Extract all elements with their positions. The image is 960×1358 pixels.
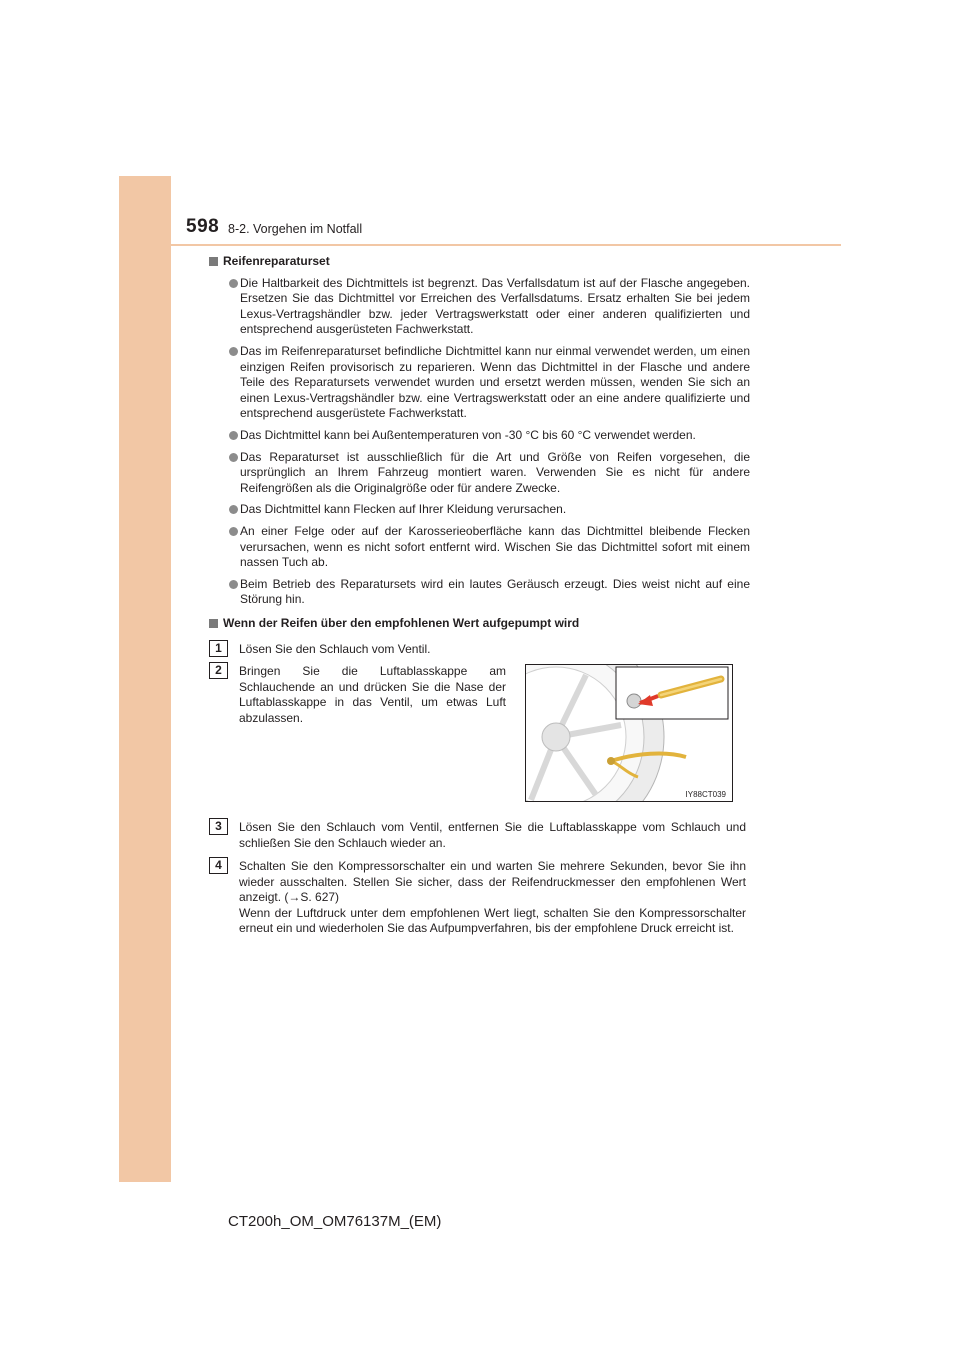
list-item-text: Das Reparaturset ist ausschließlich für die Art und Größe von Reifen vorgesehen, die ursprünglich an Ihrem Fahrzeug montiert waren. Verwenden Sie es nicht für andere Reifengrößen als die Originalgröße oder für andere Zwecke. — [240, 449, 750, 495]
section-heading-overinflated — [209, 616, 750, 632]
step-number-badge: 3 — [209, 818, 228, 835]
list-item — [229, 276, 750, 338]
tire-valve-drawing — [526, 665, 733, 802]
step-text-part: Schalten Sie den Kompressorschalter ein und warten Sie mehrere Sekunden, bevor Sie ihn wieder ausschalten. Stellen Sie sicher, dass der Reifendruckmesser den empfohlenen Wert anzeigt. (→S. 627) — [239, 859, 746, 905]
list-item — [229, 344, 750, 422]
step-number-badge: 4 — [209, 857, 228, 874]
heading-text: Reifenreparaturset — [223, 254, 330, 268]
round-bullet-icon — [229, 453, 238, 462]
section-title: 8-2. Vorgehen im Notfall — [228, 222, 363, 236]
page-number: 598 — [186, 216, 220, 237]
round-bullet-icon — [229, 505, 238, 514]
chapter-sidebar-tab — [119, 176, 171, 1182]
section-heading-repair-kit — [209, 254, 750, 270]
list-item-text: Die Haltbarkeit des Dichtmittels ist begrenzt. Das Verfallsdatum ist auf der Flasche angegeben. Ersetzen Sie das Dichtmittel vor Erreichen des Verfallsdatums. Ersatz erhalten Sie bei jedem Lexus-Vertragshändler bzw. jeder Vertragswerkstatt oder einer anderen qualifizierten und entsprechend ausgerüsteten Fachwerkstatt. — [240, 275, 750, 337]
square-bullet-icon — [209, 619, 218, 628]
document-code: CT200h_OM_OM76137M_(EM) — [228, 1213, 442, 1230]
step-text: Bringen Sie die Luftablasskappe am Schlauchende an und drücken Sie die Nase der Luftablasskappe in das Ventil, um etwas Luft abzulassen. — [239, 664, 506, 725]
round-bullet-icon — [229, 580, 238, 589]
step-number-badge: 1 — [209, 640, 228, 657]
round-bullet-icon — [229, 347, 238, 356]
step-text: Lösen Sie den Schlauch vom Ventil. — [239, 642, 431, 656]
main-content — [209, 254, 750, 637]
list-item-text: An einer Felge oder auf der Karosserieoberfläche kann das Dichtmittel bleibende Flecken verursachen, wenn es nicht sofort entfernt wird. Wischen Sie das Dichtmittel sofort mit einem nassen Tuch ab. — [240, 523, 750, 570]
list-item — [229, 502, 750, 518]
square-bullet-icon — [209, 257, 218, 266]
list-item — [229, 577, 750, 608]
list-item-text: Das im Reifenreparaturset befindliche Dichtmittel kann nur einmal verwendet werden, um einen einzigen Reifen provisorisch zu reparieren. Wenn das Dichtmittel in der Flasche und andere Teile des Reparatursets verwendet wurden und ersetzt werden müssen, wenden Sie sich an einen Lexus-Vertragshändler bzw. eine Vertragswerkstatt oder an eine andere qualifizierte und entsprechend ausgerüstete Fachwerkstatt. — [240, 343, 750, 421]
step-number-badge: 2 — [209, 662, 228, 679]
round-bullet-icon — [229, 279, 238, 288]
list-item-text: Beim Betrieb des Reparatursets wird ein lautes Geräusch erzeugt. Dies weist nicht auf eine Störung hin. — [240, 576, 750, 607]
list-item-text: Das Dichtmittel kann bei Außentemperaturen von -30 °C bis 60 °C verwendet werden. — [240, 427, 696, 442]
illustration-code: IY88CT039 — [685, 790, 726, 799]
header-divider — [171, 244, 841, 246]
list-item-text: Das Dichtmittel kann Flecken auf Ihrer Kleidung verursachen. — [240, 502, 567, 517]
round-bullet-icon — [229, 527, 238, 536]
valve-illustration — [525, 664, 733, 802]
list-item — [229, 524, 750, 571]
list-item — [229, 450, 750, 497]
step-text — [239, 859, 746, 937]
round-bullet-icon — [229, 431, 238, 440]
list-item — [229, 428, 750, 444]
step-text: Lösen Sie den Schlauch vom Ventil, entfernen Sie die Luftablasskappe vom Schlauch und schließen Sie den Schlauch wieder an. — [239, 820, 746, 850]
step-text-part: Wenn der Luftdruck unter dem empfohlenen Wert liegt, schalten Sie den Kompressorschalter erneut ein und wiederholen Sie das Aufpumpverfahren, bis der empfohlene Druck erreicht ist. — [239, 905, 746, 936]
heading-text: Wenn der Reifen über den empfohlenen Wert aufgepumpt wird — [223, 615, 580, 630]
